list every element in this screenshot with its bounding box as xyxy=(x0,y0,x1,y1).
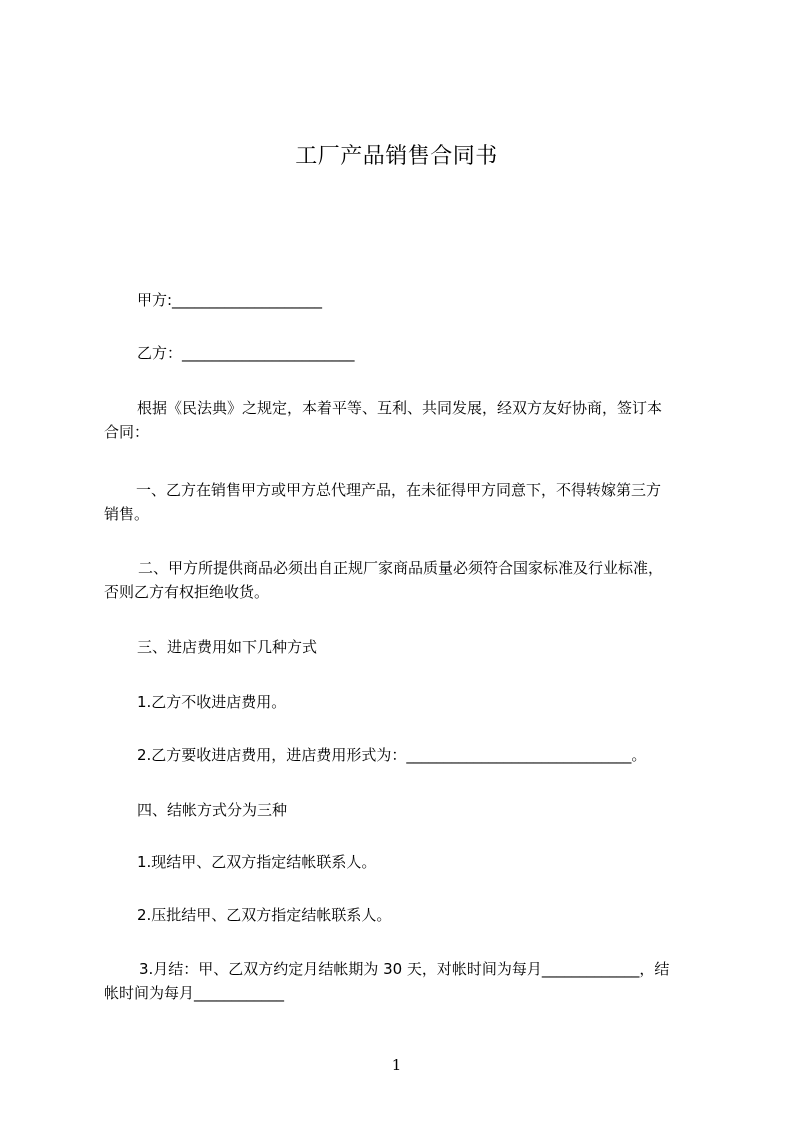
clause-3-heading: 三、进店费用如下几种方式 xyxy=(137,638,318,656)
clause-1-paragraph xyxy=(104,478,704,526)
clause-1-line-2: 销售。 xyxy=(104,505,150,523)
clause-3-item-1: 1.乙方不收进店费用。 xyxy=(137,693,287,711)
clause-2-line-2: 否则乙方有权拒绝收货。 xyxy=(104,583,270,601)
intro-line-1: 根据《民法典》之规定，本着平等、互利、共同发展，经双方友好协商，签订本 xyxy=(137,399,663,417)
intro-paragraph xyxy=(104,396,704,444)
clause-3-item-2: 2.乙方要收进店费用，进店费用形式为：______________________________。 xyxy=(137,746,647,764)
party-a-line: 甲方:____________________ xyxy=(137,291,323,309)
clause-4-heading: 四、结帐方式分为三种 xyxy=(137,801,288,819)
clause-4-item-3-line-2: 帐时间为每月____________ xyxy=(104,984,285,1002)
clause-4-item-2: 2.压批结甲、乙双方指定结帐联系人。 xyxy=(137,906,392,924)
clause-2-line-1: 二、甲方所提供商品必须出自正规厂家商品质量必须符合国家标准及行业标准， xyxy=(138,559,664,577)
clause-2-paragraph xyxy=(104,556,704,604)
clause-4-item-1: 1.现结甲、乙双方指定结帐联系人。 xyxy=(137,853,377,871)
clause-4-item-3-line-1: 3.月结：甲、乙双方约定月结帐期为 30 天，对帐时间为每月_____________，结 xyxy=(139,960,670,978)
clause-4-item-3-paragraph xyxy=(104,957,704,1005)
document-title: 工厂产品销售合同书 xyxy=(295,144,498,169)
intro-line-2: 合同： xyxy=(104,423,150,441)
party-b-line: 乙方：_______________________ xyxy=(137,344,355,362)
page-number: 1 xyxy=(391,1056,402,1074)
clause-1-line-1: 一、乙方在销售甲方或甲方总代理产品，在未征得甲方同意下，不得转嫁第三方 xyxy=(136,481,662,499)
